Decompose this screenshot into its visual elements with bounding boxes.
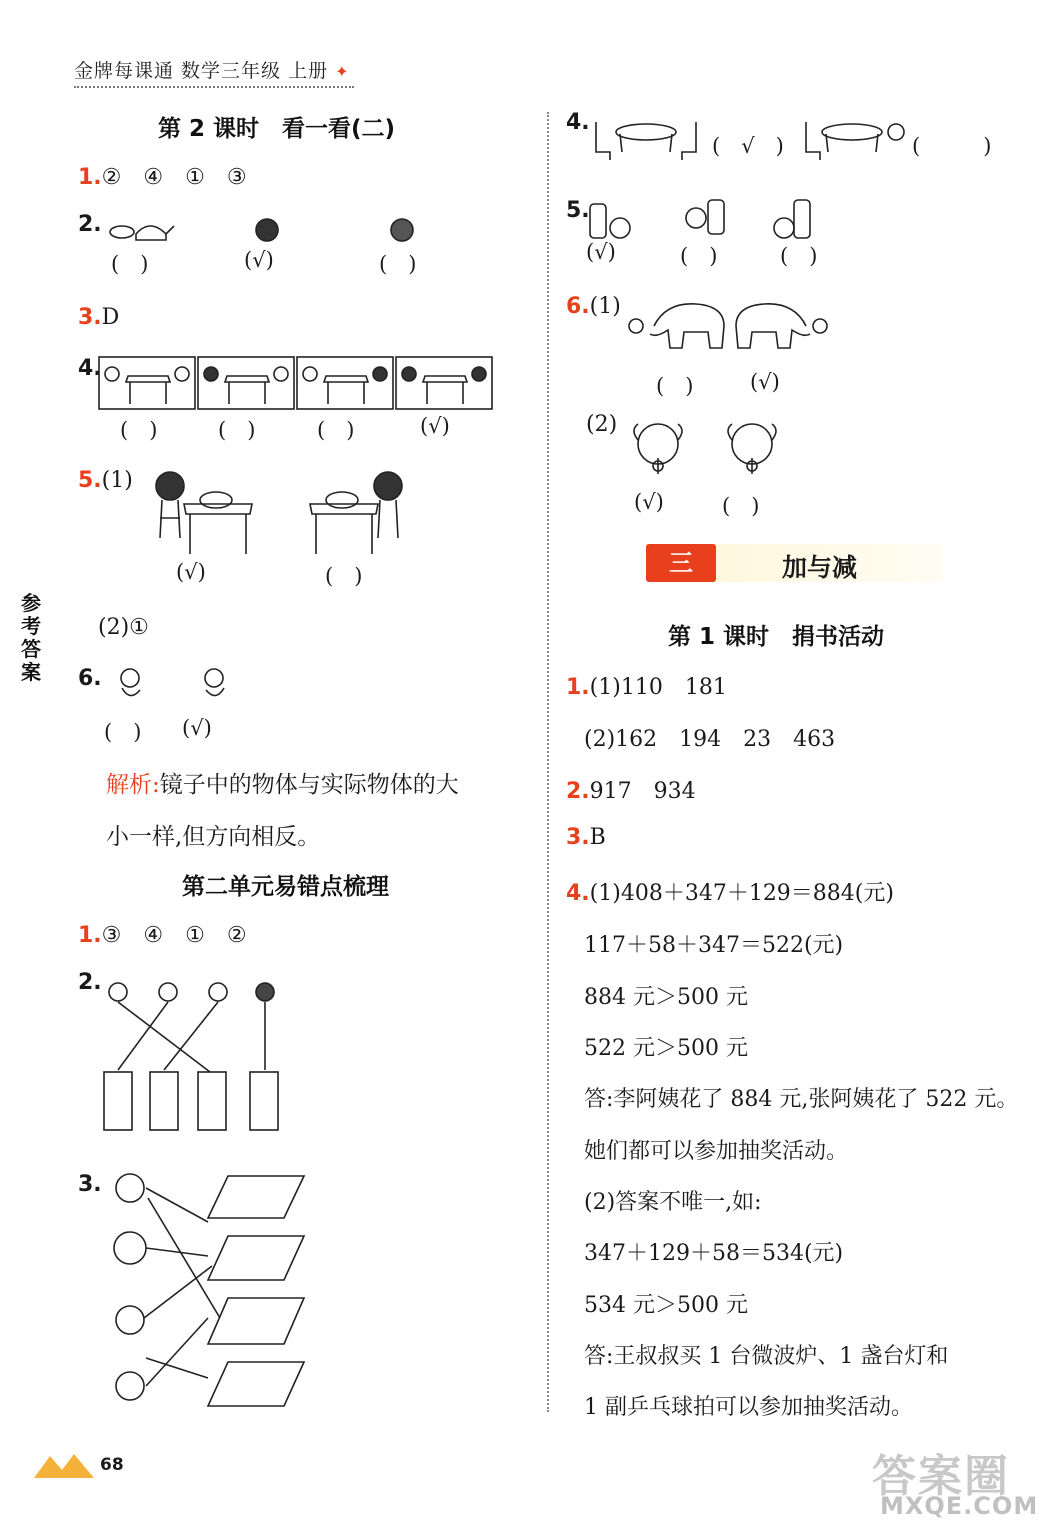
analysis-label: 解析: (106, 772, 160, 798)
hen-icon (116, 1372, 144, 1400)
answer-2 (566, 774, 696, 805)
question-number: 3. (78, 305, 102, 330)
answer-mark: (√) (244, 248, 274, 272)
book-title: 金牌每课通 数学三年级 上册 (74, 60, 329, 82)
cat-icon (116, 1306, 144, 1334)
question-number: 1. (566, 675, 590, 700)
right-question-5-number: 5. (566, 198, 590, 223)
answer-1-line-2: (2)162 194 23 463 (584, 727, 836, 752)
boy-icon (156, 472, 184, 500)
answer-text: B (589, 825, 606, 850)
answer-4-line-8: 347＋129＋58＝534(元) (584, 1241, 844, 1266)
answer-text: D (101, 305, 120, 330)
question-number: 1. (78, 165, 102, 190)
right-question-6-header (566, 294, 621, 319)
answer-mark: ( ) (325, 564, 363, 588)
mountain-logo-icon (34, 1450, 98, 1480)
duck-icon (116, 1174, 144, 1202)
lesson-title-left: 第 2 课时 看一看(二) (158, 116, 396, 142)
right-question-4-number: 4. (566, 110, 590, 135)
animals-blocks-figure (104, 1168, 334, 1418)
teapot-icon (136, 226, 166, 240)
review-question-3-number: 3. (78, 1172, 102, 1197)
elephant-front-figure (628, 418, 808, 478)
answer-mark: ( ) (722, 494, 760, 518)
question-number: 5. (78, 468, 102, 493)
answer-mark: ( ) (656, 374, 694, 398)
review-question-2-number: 2. (78, 970, 102, 995)
animal-icon (109, 983, 127, 1001)
review-question-1 (78, 918, 247, 949)
answer-mark: ( ) (680, 244, 718, 268)
question-number: 6. (566, 294, 590, 319)
answer-text: (1)408＋347＋129＝884(元) (589, 881, 894, 906)
answer-text: ② ④ ① ③ (101, 165, 247, 190)
answer-4-line-11: 1 副乒乓球拍可以参加抽奖活动。 (584, 1395, 913, 1420)
children-table-figure (98, 356, 498, 412)
table-icon (184, 504, 252, 554)
round-table-icon (616, 124, 676, 140)
question-2-number: 2. (78, 212, 102, 237)
answer-mark: (√) (586, 240, 616, 264)
question-number: 3. (566, 825, 590, 850)
cat-icon (888, 124, 904, 140)
answer-4-line-7: (2)答案不唯一,如: (584, 1190, 762, 1215)
lesson-title-right: 第 1 课时 捐书活动 (668, 624, 885, 650)
side-label: 参考答案 (21, 591, 41, 684)
answer-4-line-10: 答:王叔叔买 1 台微波炉、1 盏台灯和 (584, 1344, 949, 1369)
answer-mark: ( ) (912, 134, 992, 158)
unit-title: 加与减 (782, 553, 858, 582)
answer-4-line-5: 答:李阿姨花了 884 元,张阿姨花了 522 元。 (584, 1087, 1019, 1112)
teapot-top-icon (256, 219, 278, 241)
answer-text: 917 934 (589, 779, 696, 804)
review-title: 第二单元易错点梳理 (182, 874, 389, 900)
column-divider (547, 112, 549, 1412)
answer-mark: (√) (420, 414, 450, 438)
question-3 (78, 305, 119, 330)
cartoon-icon (121, 669, 139, 687)
answer-mark: ( ) (120, 418, 158, 442)
answer-text: (1)110 181 (589, 675, 727, 700)
answer-mark: ( √ ) (712, 134, 784, 158)
part-label: (1) (589, 294, 621, 319)
answer-mark: (√) (750, 370, 780, 394)
star-icon: ✦ (335, 62, 350, 81)
figure-icon (104, 1072, 132, 1130)
watermark-url: MXQE.COM (880, 1492, 1039, 1520)
answer-4-line-4: 522 元＞500 元 (584, 1036, 748, 1061)
answer-4-line-1 (566, 876, 894, 907)
answer-4-line-3: 884 元＞500 元 (584, 985, 748, 1010)
teapot-side-icon (391, 219, 413, 241)
answer-4-line-6: 她们都可以参加抽奖活动。 (584, 1139, 849, 1164)
right-question-6-part2: (2) (586, 412, 618, 437)
question-number: 2. (566, 779, 590, 804)
q5-part2-answer: (2)① (98, 615, 149, 640)
matching-figure (98, 972, 298, 1142)
answer-text: ③ ④ ① ② (101, 923, 247, 948)
answer-mark: (√) (176, 560, 206, 584)
answer-4-line-2: 117＋58＋347＝522(元) (584, 933, 844, 958)
bottle-ball-figure (588, 196, 848, 240)
chair-icon (596, 122, 610, 160)
unit-badge: 三 (646, 544, 716, 582)
answer-mark: ( ) (104, 720, 142, 744)
answer-mark: (√) (634, 490, 664, 514)
answer-mark: ( ) (317, 418, 355, 442)
question-1 (78, 160, 247, 191)
answer-mark: ( ) (218, 418, 256, 442)
answer-mark: ( ) (780, 244, 818, 268)
elephant-side-figure (626, 296, 836, 356)
answer-4-line-9: 534 元＞500 元 (584, 1293, 748, 1318)
elephant-icon (650, 304, 724, 348)
teacup-icon (110, 226, 134, 238)
question-number: 1. (78, 923, 102, 948)
boy-cake-figure (148, 468, 408, 558)
mouse-icon (629, 319, 643, 333)
answer-3 (566, 825, 606, 850)
answer-mark: ( ) (111, 252, 149, 276)
book-header (74, 56, 350, 83)
question-6-number: 6. (78, 666, 102, 691)
question-number: 4. (566, 881, 590, 906)
ball-icon (610, 218, 630, 238)
bottle-icon (590, 204, 606, 238)
page-number: 68 (100, 1455, 124, 1475)
part-label: (1) (101, 468, 133, 493)
analysis-line-2: 小一样,但方向相反。 (106, 824, 321, 850)
question-4-number: 4. (78, 356, 102, 381)
answer-mark: (√) (182, 716, 212, 740)
cake-icon (200, 492, 232, 508)
watermark-logo: 答案圈 (872, 1451, 1010, 1502)
answer-1-line-1 (566, 670, 727, 701)
question-5-header (78, 468, 133, 493)
mirror-figure (108, 666, 248, 706)
header-divider (74, 86, 354, 88)
answer-mark: ( ) (379, 252, 417, 276)
bear-icon (114, 1232, 146, 1264)
analysis-line-1 (106, 766, 459, 799)
analysis-text: 镜子中的物体与实际物体的大 (159, 772, 459, 798)
teapot-views-figure (100, 210, 540, 250)
